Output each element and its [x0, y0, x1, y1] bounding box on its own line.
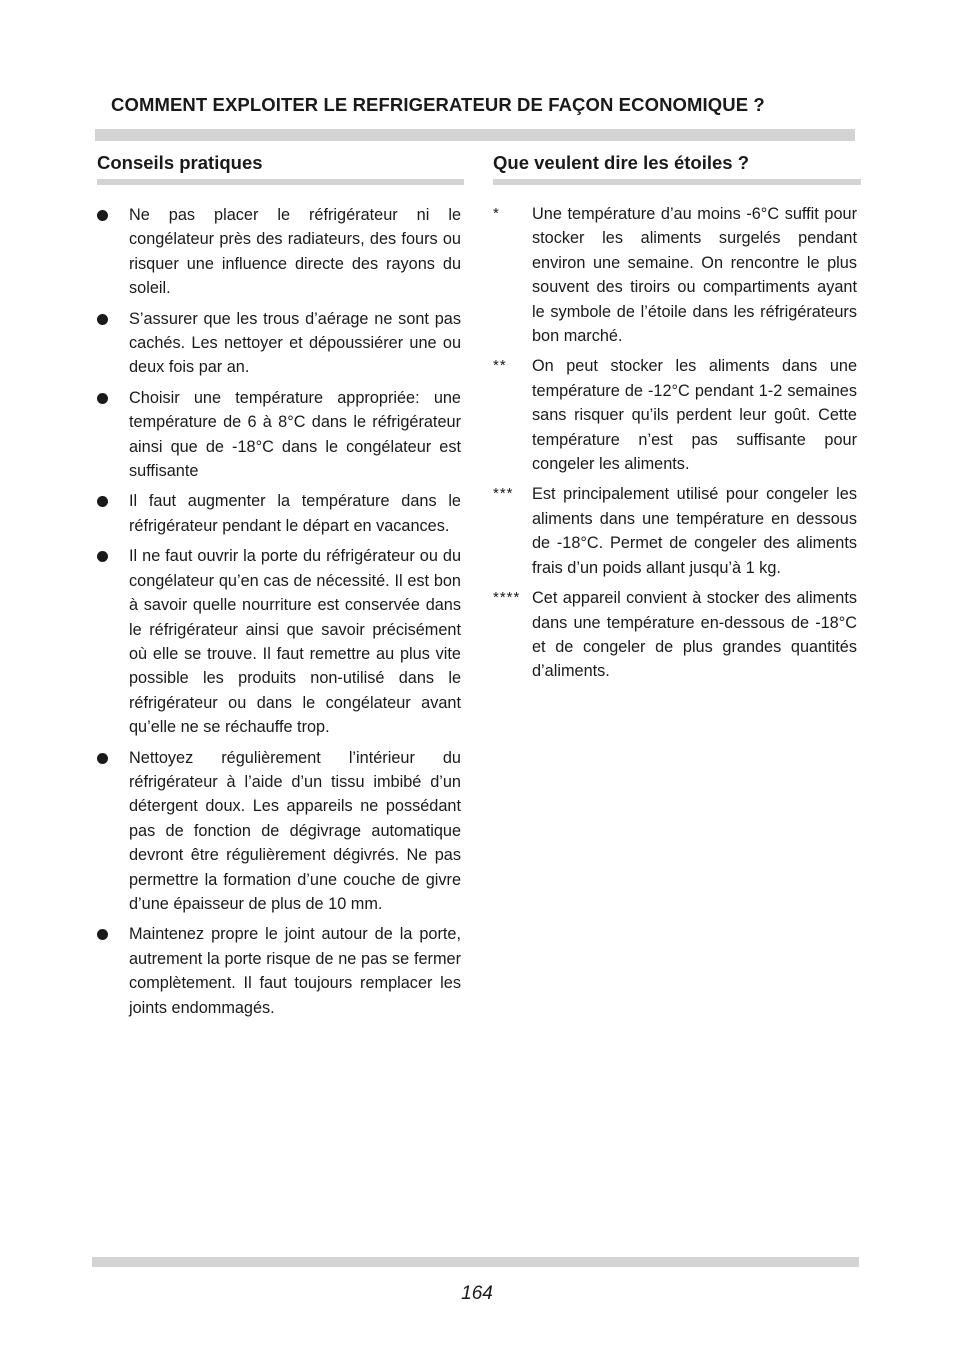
practical-tips-column [97, 150, 464, 1026]
bullet-icon [97, 929, 108, 940]
bullet-icon [97, 496, 108, 507]
bullet-icon [97, 210, 108, 221]
bullet-icon [97, 393, 108, 404]
star-rating-item [493, 586, 861, 684]
star-meaning-heading: Que veulent dire les étoiles ? [493, 152, 750, 173]
star-rating-symbol: ** [493, 357, 507, 375]
star-rating-symbol: **** [493, 589, 521, 607]
tip-text: Ne pas placer le réfrigérateur ni le congélateur près des radiateurs, des fours ou risquer une influence directe des rayons du soleil. [129, 206, 461, 298]
tip-text: Il ne faut ouvrir la porte du réfrigérateur ou du congélateur qu’en cas de nécessité. Il est bon à savoir quelle nourriture est conservée dans le réfrigérateur ainsi que savoir précisément où elle se trouve. Il faut remettre au plus vite possible les produits non-utilisé dans le réfrigérateur ou dans le congélateur avant qu’elle ne se réchauffe trop. [129, 547, 461, 737]
tip-text: S’assurer que les trous d’aérage ne sont pas cachés. Les nettoyer et dépoussiérer une ou deux fois par an. [129, 309, 461, 377]
tip-item [97, 544, 464, 739]
tip-text: Il faut augmenter la température dans le réfrigérateur pendant le départ en vacances. [129, 492, 461, 535]
tip-text: Maintenez propre le joint autour de la porte, autrement la porte risque de ne pas se fermer complètement. Il faut toujours remplacer les joints endommagés. [129, 925, 461, 1017]
tip-item [97, 922, 464, 1020]
star-meaning-divider [493, 179, 861, 185]
star-rating-item [493, 354, 861, 476]
page-title: COMMENT EXPLOITER LE REFRIGERATEUR DE FAÇON ECONOMIQUE ? [111, 94, 765, 115]
footer-divider [92, 1257, 859, 1267]
title-divider [95, 129, 855, 141]
star-rating-item [493, 202, 861, 348]
star-rating-item [493, 482, 861, 580]
practical-tips-divider [97, 179, 464, 185]
tip-item [97, 307, 464, 380]
bullet-icon [97, 314, 108, 325]
star-rating-text: Cet appareil convient à stocker des aliments dans une température en-dessous de -18°C et de congeler de plus grandes quantités d’aliments. [532, 589, 857, 681]
page-number: 164 [461, 1283, 493, 1304]
star-rating-text: On peut stocker les aliments dans une température de -12°C pendant 1-2 semaines sans risquer qu’ils perdent leur goût. Cette température n’est pas suffisante pour congeler les aliments. [532, 357, 857, 474]
practical-tips-list [97, 203, 464, 1020]
star-meaning-column [493, 150, 861, 690]
tip-item [97, 203, 464, 301]
star-rating-symbol: *** [493, 485, 514, 503]
star-rating-text: Est principalement utilisé pour congeler les aliments dans une température en dessous de -18°C. Permet de congeler des aliments frais d’un poids allant jusqu’à 1 kg. [532, 485, 857, 577]
bullet-icon [97, 551, 108, 562]
star-meaning-list [493, 202, 861, 684]
tip-item [97, 489, 464, 538]
star-rating-text: Une température d’au moins -6°C suffit pour stocker les aliments surgelés pendant environ une semaine. On rencontre le plus souvent des tiroirs ou compartiments ayant le symbole de l’étoile dans les réfrigérateurs bon marché. [532, 205, 857, 346]
tip-item [97, 746, 464, 917]
tip-text: Choisir une température appropriée: une température de 6 à 8°C dans le réfrigérateur ainsi que de -18°C dans le congélateur est suffisante [129, 388, 461, 481]
bullet-icon [97, 753, 108, 764]
star-rating-symbol: * [493, 205, 500, 222]
tip-text: Nettoyez régulièrement l’intérieur du réfrigérateur à l’aide d’un tissu imbibé d’un détergent doux. Les appareils ne possédant pas de fonction de dégivrage automatique devront être régulièrement dégivrés. Ne pas permettre la formation d’une couche de givre d’une épaisseur de plus de 10 mm. [129, 748, 461, 913]
practical-tips-heading: Conseils pratiques [97, 152, 263, 173]
tip-item [97, 386, 464, 484]
